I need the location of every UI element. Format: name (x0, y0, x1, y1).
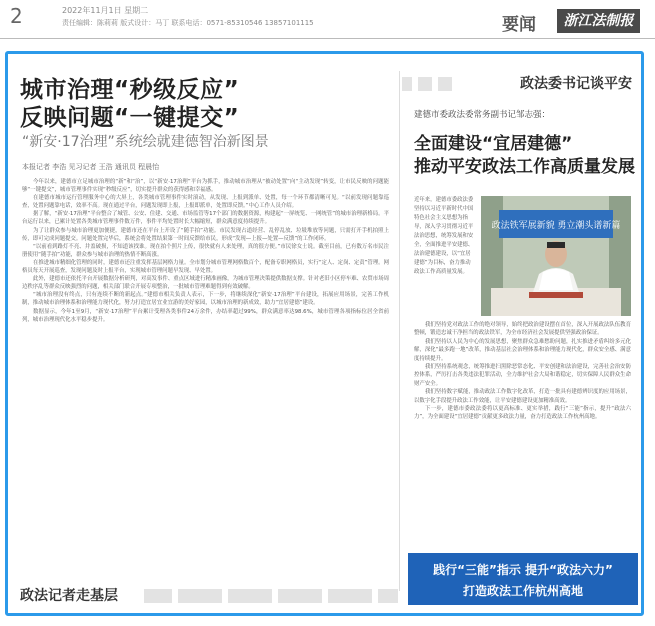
banner-strip (378, 589, 398, 603)
newspaper-logo: 浙江法制报 (557, 9, 640, 33)
right-column-banner (402, 71, 636, 93)
left-column-title: 政法记者走基层 (20, 588, 118, 604)
right-intro-text (414, 196, 474, 318)
right-kicker: 建德市委政法委常务副书记邹志强： (414, 110, 551, 120)
main-headline-2: 反映问题“一键提交” (20, 105, 240, 131)
slogan-banner (408, 553, 638, 605)
right-headline-2: 推动平安政法工作高质量发展 (414, 157, 635, 177)
paragraph: 我们坚持系统观念，统筹推进扫黑除恶常态化、平安创建和法治建设，完善社会治安防控体系，严厉打击各类违法犯罪活动，全力维护社会大局和谐稳定，切实保障人民群众生命财产安全。 (414, 364, 631, 387)
paragraph: 据了解，“新安·17治理”平台整合了城管、公安、住建、交通、市场监管等17个部门的数据资源，构建起“一屏统览、一网统管”的城市治理新格局。平台运行以来，已累计处置各类城市管理事件数万件，事件平均处置时长大幅缩短，群众满意度持续提升。 (22, 211, 389, 226)
main-headline-1: 城市治理“秒级反应” (20, 77, 240, 103)
paragraph: 我们坚持党对政法工作的绝对领导，始终把政治建设摆在首位，深入开展政法队伍教育整顿，锻造忠诚干净担当的政法铁军，为全市经济社会发展提供坚强政治保证。 (414, 322, 631, 337)
banner-strip (178, 589, 222, 603)
banner-strip (278, 589, 322, 603)
paragraph: 我们坚持以人民为中心的发展思想，聚焦群众急难愁盼问题，扎实推进矛盾纠纷多元化解，深化“最多跑一地”改革，推动基层社会治理体系和治理能力现代化，群众安全感、满意度持续提升。 (414, 338, 631, 362)
paragraph: 此外，建德市还依托平台开展数据分析研判，对高发事件、重点区域进行精准画像，为城市管理决策提供数据支撑。针对老旧小区停车难、农贸市场周边秩序乱等群众反映强烈的问题，相关部门联合开展专项整治，一批城市管理难题得到有效破解。 (22, 276, 389, 291)
column-divider (399, 71, 400, 591)
banner-strip (228, 589, 272, 603)
paragraph: 今年以来，建德市立足城市治理的“新”和“治”，以“新安·17治理”平台为抓手，推动城市治理从“被动处置”向“主动发现”转变，让市民反映的问题能够“一键提交”，城市管理事件实现“秒级反应”，切实提升群众的获得感和幸福感。 (22, 179, 389, 194)
official-photo (481, 196, 631, 316)
paragraph: 为了让群众参与城市治理更加便捷，建德市还在平台上开设了“随手拍”功能。市民发现占道经营、乱停乱放、垃圾堆放等问题，只需打开手机拍照上传，即可完成问题提交。问题处置完毕后，系统会将处置结果第一时间反馈给市民，形成“发现—上报—处置—反馈”的工作闭环。 (22, 227, 389, 242)
slogan-line-2: 打造政法工作杭州高地 (462, 584, 583, 598)
paragraph: “以前看到路灯不亮、井盖破损，不知道该找谁。现在拍个照片上传，很快就有人来处理，真的很方便。”市民徐女士说。截至目前，已有数万名市民注册使用“随手拍”功能，群众参与城市治理的热情不断高涨。 (22, 243, 389, 258)
page-number: 2 (10, 4, 23, 28)
editor-line: 责任编辑：陈莉莉 版式设计：马丁 联系电话：0571-85310546 13857101115 (62, 19, 314, 27)
paragraph: 我们坚持数字赋能，推动政法工作数字化改革，打造一批具有建德辨识度的应用场景，以数字化手段提升政法工作效能，让平安建德建设更加精准高效。 (414, 389, 631, 404)
byline: 本报记者 李浩 见习记者 王浩 通讯员 程晨怡 (22, 163, 160, 171)
main-article-body (22, 178, 389, 570)
banner-strip (144, 589, 172, 603)
photo-backdrop-text: 政法铁军展新貌 勇立潮头谱新篇 (491, 221, 621, 231)
official-photo-illustration (481, 196, 631, 316)
banner-strip (438, 77, 452, 91)
header-divider (0, 38, 655, 39)
paragraph: 在推进城市精细化管理的同时，建德市还注重发挥基层网格力量。全市划分城市管理网格数百个，配备专职网格员，实行“定人、定岗、定责”管理。网格员每天开展巡查，发现问题及时上报平台，实现城市管理问题早发现、早处置。 (22, 259, 389, 275)
slogan-line-1: 践行“三能”指示 提升“政法六力” (433, 563, 613, 577)
banner-strip (402, 77, 412, 91)
banner-strip (328, 589, 372, 603)
right-article-body (414, 321, 631, 548)
date-line: 2022年11月1日 星期二 (62, 6, 149, 15)
left-column-banner (20, 583, 400, 605)
main-subheadline: “新安·17治理”系统绘就建德智治新图景 (22, 134, 269, 150)
banner-strip (418, 77, 432, 91)
paragraph: 下一步，建德市委政法委将以更高标准、更实举措，践行“三能”指示，提升“政法六力”，为全面建设“宜居建德”贡献更多政法力量，奋力打造政法工作杭州高地。 (414, 406, 631, 421)
right-headline-1: 全面建设“宜居建德” (414, 134, 573, 154)
paragraph: 近年来，建德市委政法委坚持以习近平新时代中国特色社会主义思想为指导，深入学习贯彻习近平法治思想，统筹发展和安全，全面推进平安建德、法治建德建设，以“宜居建德”为目标，奋力推动政法工作高质量发展。 (414, 197, 474, 275)
paragraph: 在建德市城市运行管理服务中心的大屏上，各类城市管理事件实时滚动，从发现、上报到派单、处置，每一个环节都清晰可见。“以前发现问题靠巡查，处置问题靠电话，效率不高。现在通过平台，问题发现即上报，上报即派单，处置即反馈。”中心工作人员介绍。 (22, 195, 389, 210)
paragraph: 数据显示，今年1至9月，“新安·17治理”平台累计受理各类事件24万余件，办结率超过99%，群众满意率达98.6%，城市管理各项指标位居全省前列，城市治理现代化水平稳步提升。 (22, 308, 389, 323)
section-title: 要闻 (502, 15, 536, 35)
paragraph: “城市治理没有终点，只有连续不断的新起点。”建德市相关负责人表示，下一步，将继续深化“新安·17治理”平台建设，拓展应用场景，完善工作机制，推动城市治理体系和治理能力现代化，努力打造宜居宜业宜游的美好家园，以城市治理的新成效，助力“宜居建德”建设。 (22, 292, 389, 307)
right-column-title: 政法委书记谈平安 (520, 76, 632, 92)
